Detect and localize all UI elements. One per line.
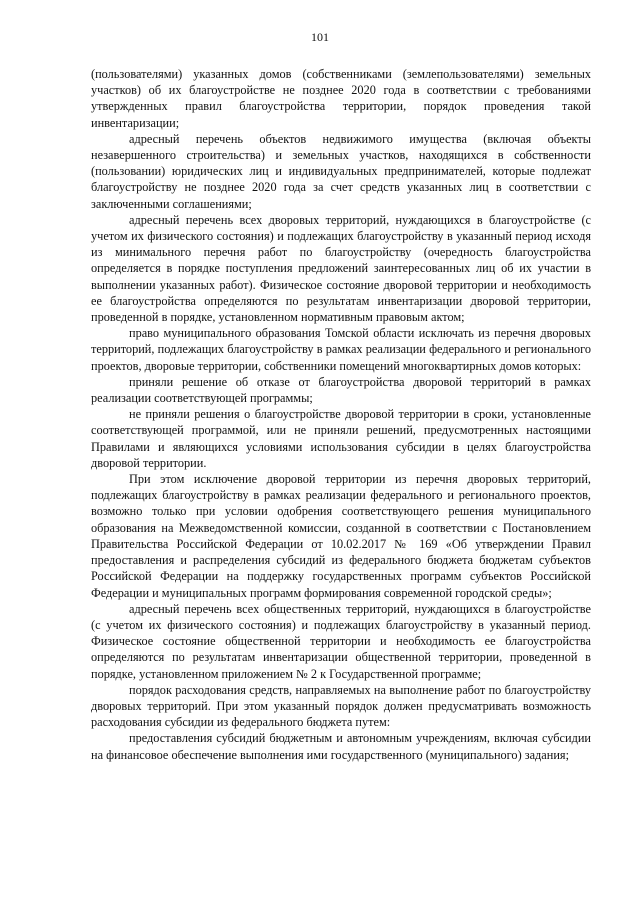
- document-body: [91, 66, 591, 763]
- paragraph: приняли решение об отказе от благоустройства дворовой территорий в рамках реализации соответствующей программы;: [91, 374, 591, 406]
- paragraph: право муниципального образования Томской области исключать из перечня дворовых территорий, подлежащих благоустройству в рамках реализации федерального и регионального проектов, дворовые территории, собственники помещений многоквартирных домов которых:: [91, 326, 591, 373]
- paragraph: При этом исключение дворовой территории из перечня дворовых территорий, подлежащих благоустройству в рамках реализации федерального и регионального проектов, возможно только при условии одобрения соответствующего решения муниципального образования на Межведомственной комиссии, созданной в соответствии с Постановлением Правительства Российской Федерации от 10.02.2017 № 169 «Об утверждении Правил предоставления и распределения субсидий из федерального бюджета бюджетам субъектов Российской Федерации на поддержку государственных программ субъектов Российской Федерации и муниципальных программ формирования современной городской среды»;: [91, 472, 591, 600]
- page-number: 101: [311, 30, 329, 44]
- paragraph: предоставления субсидий бюджетным и автономным учреждениям, включая субсидии на финансовое обеспечение выполнения ими государственного (муниципального) задания;: [91, 731, 591, 762]
- paragraph: адресный перечень всех общественных территорий, нуждающихся в благоустройстве (с учетом их физического состояния) и подлежащих благоустройству в указанный период. Физическое состояние общественной территории и необходимость ее благоустройства определяются по результатам инвентаризации общественной территории, проведенной в порядке, установленном приложением № 2 к Государственной программе;: [91, 601, 591, 681]
- paragraph: порядок расходования средств, направляемых на выполнение работ по благоустройству дворовых территорий. При этом указанный порядок должен предусматривать возможность расходования субсидии из федерального бюджета путем:: [91, 682, 591, 730]
- paragraph: не приняли решения о благоустройстве дворовой территории в сроки, установленные соответствующей программой, или не приняли решений, предусмотренных настоящими Правилами и являющихся условиями использования субсидии в целях благоустройства дворовой территории.: [91, 407, 591, 470]
- paragraph: (пользователями) указанных домов (собственниками (землепользователями) земельных участков) об их благоустройстве не позднее 2020 года в соответствии с требованиями утвержденных правил благоустройства территории, порядок проведения такой инвентаризации;: [91, 67, 591, 130]
- paragraph: адресный перечень объектов недвижимого имущества (включая объекты незавершенного строительства) и земельных участков, находящихся в собственности (пользовании) юридических лиц и индивидуальных предпринимателей, которые подлежат благоустройству не позднее 2020 года за счет средств указанных лиц в соответствии с заключенными соглашениями;: [91, 131, 591, 211]
- paragraph: адресный перечень всех дворовых территорий, нуждающихся в благоустройстве (с учетом их физического состояния) и подлежащих благоустройству в указанный период исходя из минимального перечня работ по благоустройству (очередность благоустройства определяется в порядке поступления предложений заинтересованных лиц об их участии в выполнении указанных работ). Физическое состояние дворовой территории и необходимость ее благоустройства определяются по результатам инвентаризации дворовой территории, проведенной в порядке, установленном нормативным правовым актом;: [91, 212, 591, 325]
